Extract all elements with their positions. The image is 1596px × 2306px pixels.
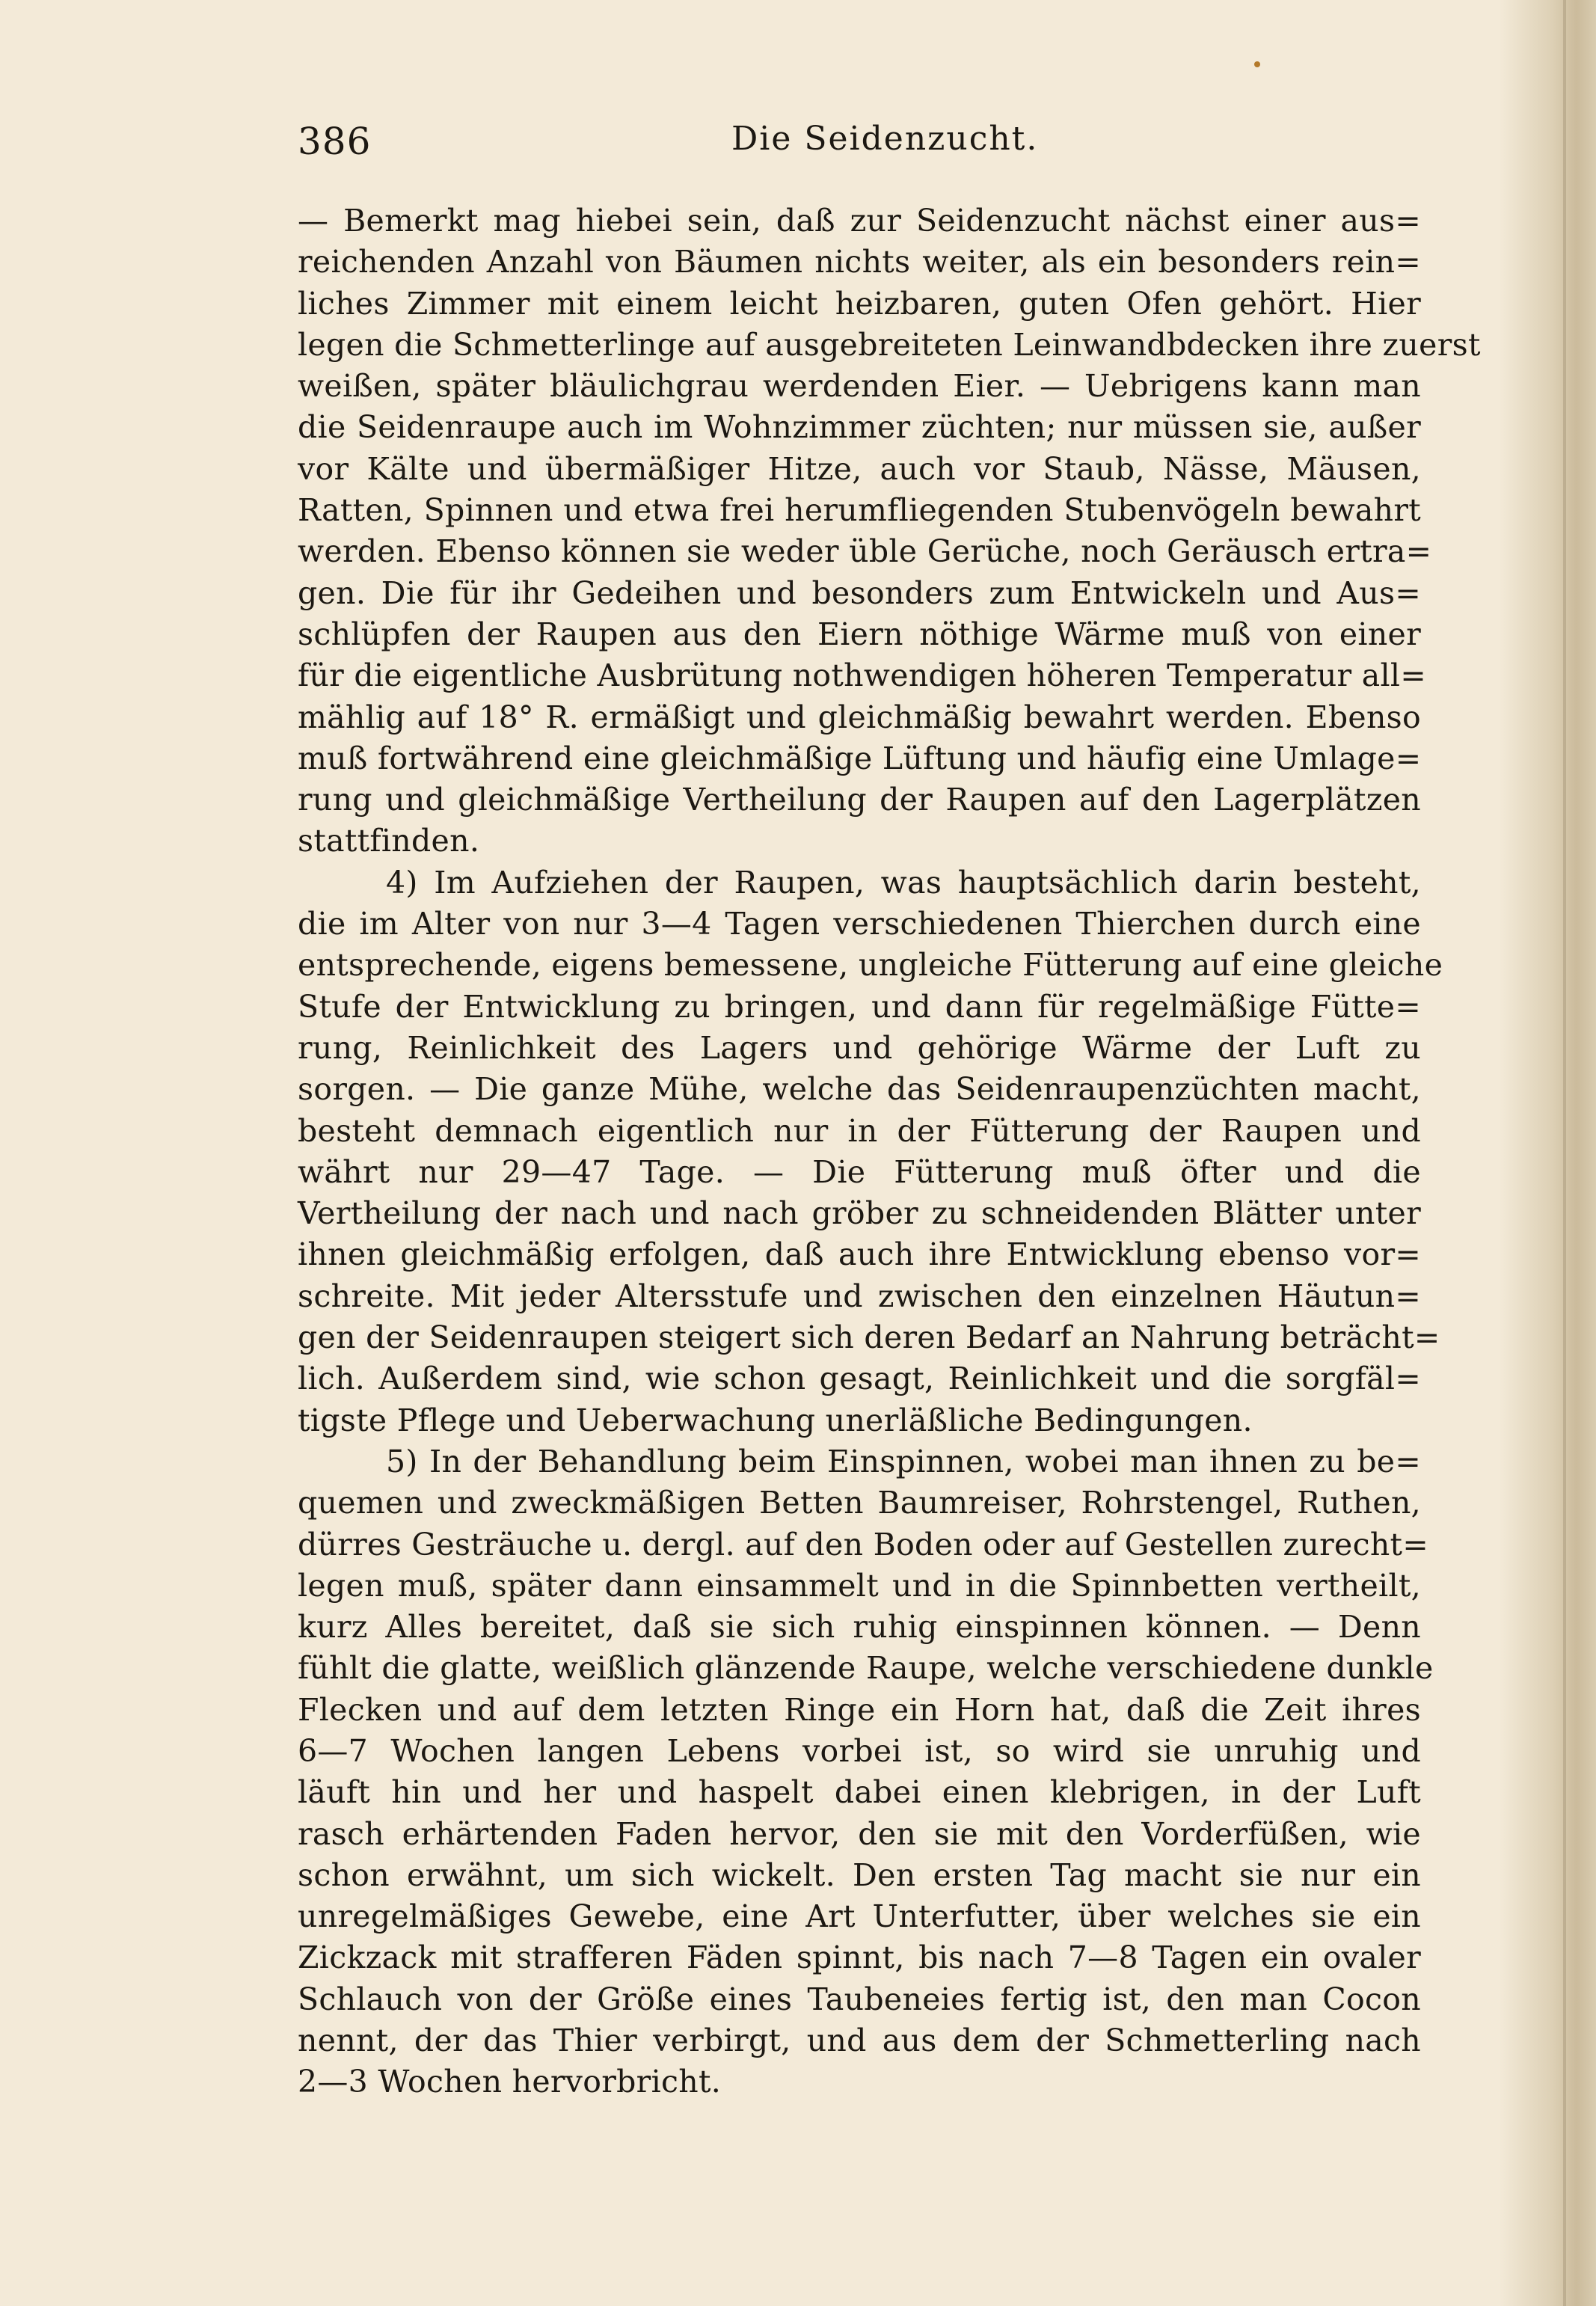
paragraph-start-line: 5) In der Behandlung beim Einspinnen, wobei man ihnen zu be=: [386, 1443, 1421, 1479]
text-line: Vertheilung der nach und nach gröber zu schneidenden Blätter unter: [298, 1195, 1421, 1232]
text-line: reichenden Anzahl von Bäumen nichts weiter, als ein besonders rein=: [298, 244, 1421, 280]
text-line: legen muß, später dann einsammelt und in die Spinnbetten vertheilt,: [298, 1567, 1421, 1604]
text-line: lich. Außerdem sind, wie schon gesagt, Reinlichkeit und die sorgfäl=: [298, 1361, 1421, 1397]
text-line: läuft hin und her und haspelt dabei einen klebrigen, in der Luft: [298, 1774, 1421, 1811]
text-line: tigste Pflege und Ueberwachung unerläßliche Bedingungen.: [298, 1402, 1253, 1438]
text-line: werden. Ebenso können sie weder üble Gerüche, noch Geräusch ertra=: [298, 533, 1432, 570]
text-line: Schlauch von der Größe eines Taubeneies fertig ist, den man Cocon: [298, 1981, 1421, 2017]
text-line: weißen, später bläulichgrau werdenden Eier. — Uebrigens kann man: [298, 368, 1421, 405]
running-title: Die Seidenzucht.: [731, 120, 1039, 158]
text-line: gen. Die für ihr Gedeihen und besonders zum Entwickeln und Aus=: [298, 574, 1421, 611]
text-line: Zickzack mit strafferen Fäden spinnt, bis nach 7—8 Tagen ein ovaler: [298, 1939, 1421, 1976]
text-line: liches Zimmer mit einem leicht heizbaren, guten Ofen gehört. Hier: [298, 285, 1421, 322]
text-line: Flecken und auf dem letzten Ringe ein Horn hat, daß die Zeit ihres: [298, 1691, 1421, 1728]
text-line: schlüpfen der Raupen aus den Eiern nöthige Wärme muß von einer: [298, 616, 1421, 652]
text-line: sorgen. — Die ganze Mühe, welche das Seidenraupenzüchten macht,: [298, 1071, 1421, 1108]
text-line: für die eigentliche Ausbrütung nothwendigen höheren Temperatur all=: [298, 657, 1426, 694]
text-line: gen der Seidenraupen steigert sich deren Bedarf an Nahrung beträcht=: [298, 1319, 1440, 1356]
paragraph-start-line: 4) Im Aufziehen der Raupen, was hauptsächlich darin besteht,: [386, 864, 1421, 901]
text-line: vor Kälte und übermäßiger Hitze, auch vor Staub, Nässe, Mäusen,: [298, 450, 1421, 487]
body-text: [298, 200, 1481, 2103]
text-line: die im Alter von nur 3—4 Tagen verschiedenen Thierchen durch eine: [298, 906, 1421, 942]
text-line: Ratten, Spinnen und etwa frei herumfliegenden Stubenvögeln bewahrt: [298, 492, 1421, 529]
text-line: entsprechende, eigens bemessene, ungleiche Fütterung auf eine gleiche: [298, 947, 1443, 984]
text-line: währt nur 29—47 Tage. — Die Fütterung muß öfter und die: [298, 1153, 1421, 1190]
text-line: kurz Alles bereitet, daß sie sich ruhig einspinnen können. — Denn: [298, 1609, 1421, 1646]
page-header: [298, 120, 1419, 172]
text-line: die Seidenraupe auch im Wohnzimmer züchten; nur müssen sie, außer: [298, 409, 1421, 446]
text-line: rung, Reinlichkeit des Lagers und gehörige Wärme der Luft zu: [298, 1029, 1421, 1066]
text-line: — Bemerkt mag hiebei sein, daß zur Seidenzucht nächst einer aus=: [298, 203, 1421, 239]
text-line: dürres Gesträuche u. dergl. auf den Boden oder auf Gestellen zurecht=: [298, 1526, 1428, 1563]
text-line: stattfinden.: [298, 823, 480, 859]
text-line: fühlt die glatte, weißlich glänzende Raupe, welche verschiedene dunkle: [298, 1650, 1434, 1687]
text-line: quemen und zweckmäßigen Betten Baumreiser, Rohrstengel, Ruthen,: [298, 1485, 1421, 1521]
page-edge-shadow: [1499, 0, 1596, 2306]
page-fold-line: [1563, 0, 1566, 2306]
text-line: nennt, der das Thier verbirgt, und aus dem der Schmetterling nach: [298, 2023, 1421, 2059]
text-line: besteht demnach eigentlich nur in der Fütterung der Raupen und: [298, 1112, 1421, 1149]
text-line: ihnen gleichmäßig erfolgen, daß auch ihre Entwicklung ebenso vor=: [298, 1236, 1421, 1273]
text-line: mählig auf 18° R. ermäßigt und gleichmäßig bewahrt werden. Ebenso: [298, 699, 1421, 735]
text-line: muß fortwährend eine gleichmäßige Lüftung und häufig eine Umlage=: [298, 740, 1422, 776]
text-line: rung und gleichmäßige Vertheilung der Raupen auf den Lagerplätzen: [298, 782, 1421, 818]
text-line: 6—7 Wochen langen Lebens vorbei ist, so wird sie unruhig und: [298, 1732, 1421, 1769]
text-line: schreite. Mit jeder Altersstufe und zwischen den einzelnen Häutun=: [298, 1278, 1421, 1314]
text-line: 2—3 Wochen hervorbricht.: [298, 2064, 722, 2100]
ink-spot: [1254, 61, 1260, 67]
text-line: Stufe der Entwicklung zu bringen, und dann für regelmäßige Fütte=: [298, 988, 1421, 1025]
text-line: rasch erhärtenden Faden hervor, den sie mit den Vorderfüßen, wie: [298, 1815, 1421, 1852]
text-line: unregelmäßiges Gewebe, eine Art Unterfutter, über welches sie ein: [298, 1898, 1421, 1935]
page-number: 386: [298, 120, 372, 163]
text-line: schon erwähnt, um sich wickelt. Den ersten Tag macht sie nur ein: [298, 1856, 1421, 1893]
text-line: legen die Schmetterlinge auf ausgebreiteten Leinwandbdecken ihre zuerst: [298, 326, 1481, 363]
